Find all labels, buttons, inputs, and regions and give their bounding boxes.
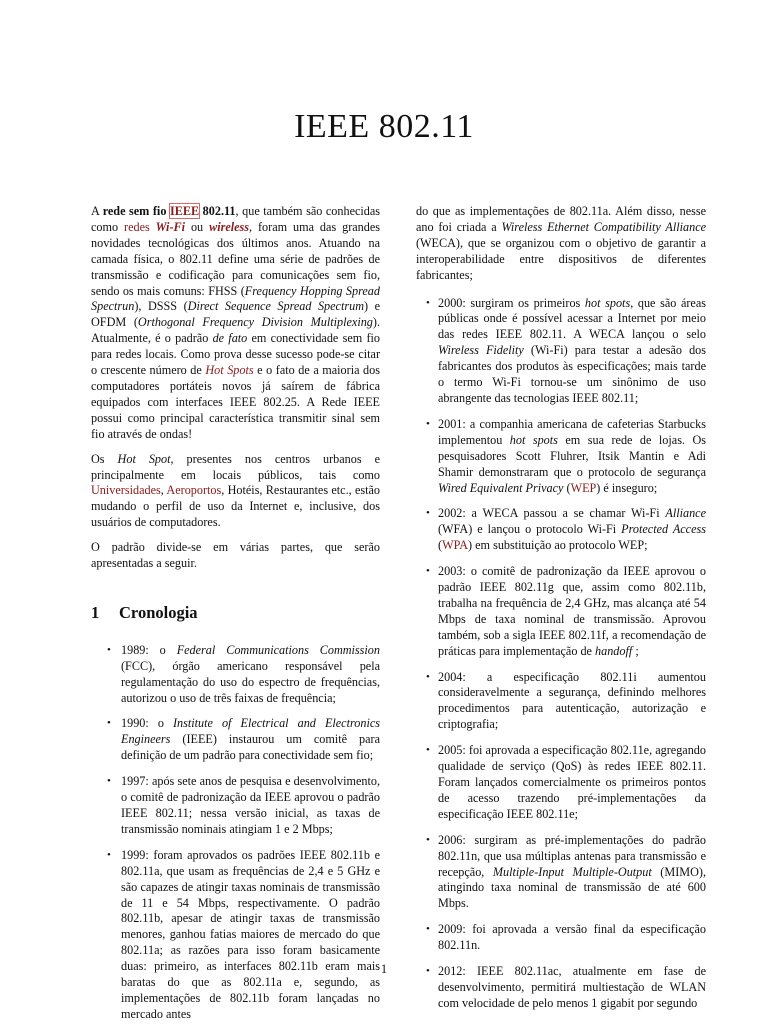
text-span: ). Atualmente, é o padrão (91, 315, 380, 346)
bullet-icon: • (107, 775, 111, 788)
link-universidades[interactable]: Universidades (91, 483, 161, 498)
timeline-item-2004 (416, 670, 706, 734)
timeline-item-1989 (91, 643, 380, 707)
text-span: 1990: o (121, 716, 173, 731)
text-span: , que são áreas públicas onde é possível acessar a Internet por meio das redes IEEE 802.11. A WECA lançou o selo (438, 295, 706, 342)
italic-term: Frequency Hopping Spread Spectrun (91, 283, 380, 314)
timeline-list-right (416, 296, 706, 1012)
link-hot-spots[interactable]: Hot Spots (205, 363, 254, 378)
link-wep[interactable]: WEP (570, 480, 597, 495)
text-span: 2002: a WECA passou a se chamar Wi-Fi (438, 506, 666, 521)
section-title: Cronologia (119, 602, 198, 622)
text-span: do que as implementações de 802.11a. Além disso, nesse ano foi criada a (416, 204, 706, 234)
text-span: ) e OFDM ( (91, 299, 380, 330)
section-heading (91, 602, 380, 622)
bold-term-802-11: 802.11 (199, 204, 236, 218)
left-column (91, 204, 380, 1033)
text-span: 1999: foram aprovados os padrões IEEE 802.11b e 802.11a, que usam as frequências de 2,4 e 5 GHz e são capazes de atingir taxas nominais de transmissão de 11 e 54 Mbps, respectivamente. O padrão 802.11b, apesar de atingir taxas de transmissão menores, ganhou fatias maiores de mercado do que 802.11a; as razões para isso foram basicamente duas: primeiro, as interfaces 802.11b eram mais baratas do que as 802.11a e, segundo, as implementações de 802.11b foram lançadas no mercado antes (121, 847, 380, 1021)
text-span: 2003: o comitê de padronização da IEEE aprovou o padrão IEEE 802.11g que, assim como 802.11b, trabalha na frequência de 2,4 GHz, mas alcança até 54 Mbps de taxa nominal de transmissão. Aprovou também, sob a sigla IEEE 802.11f, a recomendação de práticas para implementação de (438, 564, 706, 658)
bullet-icon: • (426, 833, 430, 846)
timeline-item-1997 (91, 774, 380, 838)
text-span: 2006: surgiram as pré-implementações do padrão 802.11n, que usa múltiplas antenas para transmissão e recepção, (438, 832, 706, 879)
bullet-icon: • (426, 923, 430, 936)
intro-paragraph-1 (91, 204, 380, 443)
page-title: IEEE 802.11 (294, 108, 474, 145)
text-span: , presentes nos centros urbanos e principalmente em locais públicos, tais como (91, 451, 381, 482)
italic-term: handoff (595, 643, 633, 658)
text-span: 1997: após sete anos de pesquisa e desenvolvimento, o comitê de padronização da IEEE aprovou o padrão IEEE 802.11; nessa versão inicial, as taxas de transmissão nominais atingiam 1 e 2 Mbps; (121, 774, 380, 836)
right-column (416, 204, 706, 1022)
link-aeroportos[interactable]: Aeroportos (166, 483, 222, 498)
italic-term: Institute of Electrical and Electronics Engineers (121, 716, 380, 747)
text-span: , que também são conhecidas como (91, 204, 381, 234)
page-number: 1 (380, 962, 388, 976)
italic-term: de fato (212, 331, 248, 346)
text-span: , foram uma das grandes novidades tecnológicas dos últimos anos. Atuando na camada física, o 802.11 define uma série de padrões de transmissão e codificação para comunicações sem fio, sendo os mais comuns: FHSS ( (91, 219, 381, 298)
italic-term: Alliance (665, 506, 706, 521)
italic-term: Direct Sequence Spread Spectrum (187, 299, 364, 314)
text-span: ) é inseguro; (596, 480, 658, 495)
italic-term: Federal Communications Commission (176, 642, 380, 657)
text-span: , Hotéis, Restaurantes etc., estão mudando o perfil de uso da Internet e, inclusive, dos usuários de computadores. (91, 483, 381, 530)
text-span: (WECA), que se organizou com o objetivo de garantir a interoperabilidade entre dispositivos de diferentes fabricantes; (416, 235, 706, 282)
text-span: em conectividade sem fio para redes locais. Como prova desse sucesso pode-se citar o crescente número de (91, 331, 381, 378)
text-span: 1989: o (121, 642, 177, 657)
timeline-item-2001 (416, 417, 706, 497)
text-span: ( (438, 538, 443, 553)
italic-term: hot spots (509, 432, 558, 447)
italic-term: Multiple-Input Multiple-Output (492, 864, 652, 879)
bullet-icon: • (107, 717, 111, 730)
timeline-item-2006 (416, 833, 706, 913)
intro-paragraph-2 (91, 452, 380, 532)
bullet-icon: • (426, 296, 430, 309)
link-wi-fi[interactable]: Wi-Fi (155, 219, 186, 234)
italic-term: Wireless Ethernet Compatibility Alliance (501, 219, 707, 234)
text-span: ( (563, 480, 571, 495)
bullet-icon: • (426, 417, 430, 430)
text-span: (WFA) e lançou o protocolo Wi-Fi (438, 522, 622, 537)
timeline-item-2002 (416, 506, 706, 554)
text-span: em sua rede de lojas. Os pesquisadores Scott Fluhrer, Itsik Mantin e Adi Shamir demonstraram que o protocolo de segurança (438, 432, 707, 479)
text-span: (MIMO), atingindo taxa nominal de transmissão de até 600 Mbps. (438, 864, 706, 911)
timeline-item-2005 (416, 743, 706, 823)
bullet-icon: • (426, 507, 430, 520)
italic-term: Hot Spot (117, 451, 171, 466)
text-span: e o fato de a maioria dos computadores portáteis novos já saírem de fábrica equipados com interfaces IEEE 802.25. A Rede IEEE possui como principal característica transmitir sinal sem fio através de ondas! (91, 363, 380, 441)
italic-term: hot spots (584, 295, 631, 310)
italic-term: Orthogonal Frequency Division Multiplexing (137, 315, 373, 330)
bullet-icon: • (426, 565, 430, 578)
text-span: 2005: foi aprovada a especificação 802.11e, agregando qualidade de serviço (QoS) às redes IEEE 802.11. Foram lançados comercialmente os primeiros pontos de acesso trazendo pré-implementações da especificação IEEE 802.11e; (438, 743, 706, 821)
text-span: ), DSSS ( (134, 299, 188, 314)
bullet-icon: • (107, 848, 111, 861)
timeline-item-1999-continued (416, 204, 706, 284)
text-span: (IEEE) instaurou um comitê para definição de um padrão para conectividade sem fio; (121, 732, 380, 763)
section-number: 1 (91, 602, 100, 622)
text-span: Os (91, 451, 118, 466)
text-span: 2012: IEEE 802.11ac, atualmente em fase de desenvolvimento, permitirá multiestação de WLAN com velocidade de pelo menos 1 gigabit por segundo (438, 964, 706, 1010)
link-wpa[interactable]: WPA (442, 538, 469, 553)
link-wireless[interactable]: wireless (209, 219, 250, 234)
timeline-item-2003 (416, 564, 706, 659)
timeline-item-1999 (91, 848, 380, 1023)
text-span: 2000: surgiram os primeiros (438, 295, 585, 310)
text-span: , (160, 483, 167, 498)
text-span: ou (185, 219, 210, 234)
text-span: ; (632, 643, 639, 658)
italic-term: Wired Equivalent Privacy (438, 480, 564, 495)
bullet-icon: • (426, 744, 430, 757)
italic-term: Protected Access (621, 522, 706, 537)
bullet-icon: • (426, 965, 430, 978)
timeline-item-1990 (91, 716, 380, 764)
text-span: ) em substituição ao protocolo WEP; (468, 538, 648, 553)
text-span: A (91, 204, 103, 218)
link-ieee[interactable]: IEEE (169, 204, 200, 218)
bullet-icon: • (107, 643, 111, 656)
text-span: (Wi-Fi) para testar a adesão dos fabricantes dos produtos às especificações; mais tarde o termo Wi-Fi tornou-se um sinônimo de uso abrangente das tecnologias IEEE 802.11; (438, 343, 706, 405)
link-redes[interactable]: redes (124, 219, 156, 234)
text-span: (FCC), órgão americano responsável pela regulamentação do uso do espectro de frequências, autorizou o uso de três faixas de frequência; (121, 658, 380, 705)
bullet-icon: • (426, 670, 430, 683)
timeline-item-2009 (416, 922, 706, 954)
text-span: 2009: foi aprovada a versão final da especificação 802.11n. (438, 922, 706, 953)
text-span: 2001: a companhia americana de cafeterias Starbucks implementou (438, 416, 706, 447)
italic-term: Wireless Fidelity (438, 343, 524, 358)
bold-term-rede-sem-fio: rede sem fio (102, 204, 167, 218)
text-span: 2004: a especificação 802.11i aumentou consideravelmente a segurança, definindo melhores procedimentos para autenticação, autorização e criptografia; (438, 669, 706, 732)
timeline-item-2000 (416, 296, 706, 407)
intro-paragraph-3: O padrão divide-se em várias partes, que serão apresentadas a seguir. (91, 540, 380, 571)
